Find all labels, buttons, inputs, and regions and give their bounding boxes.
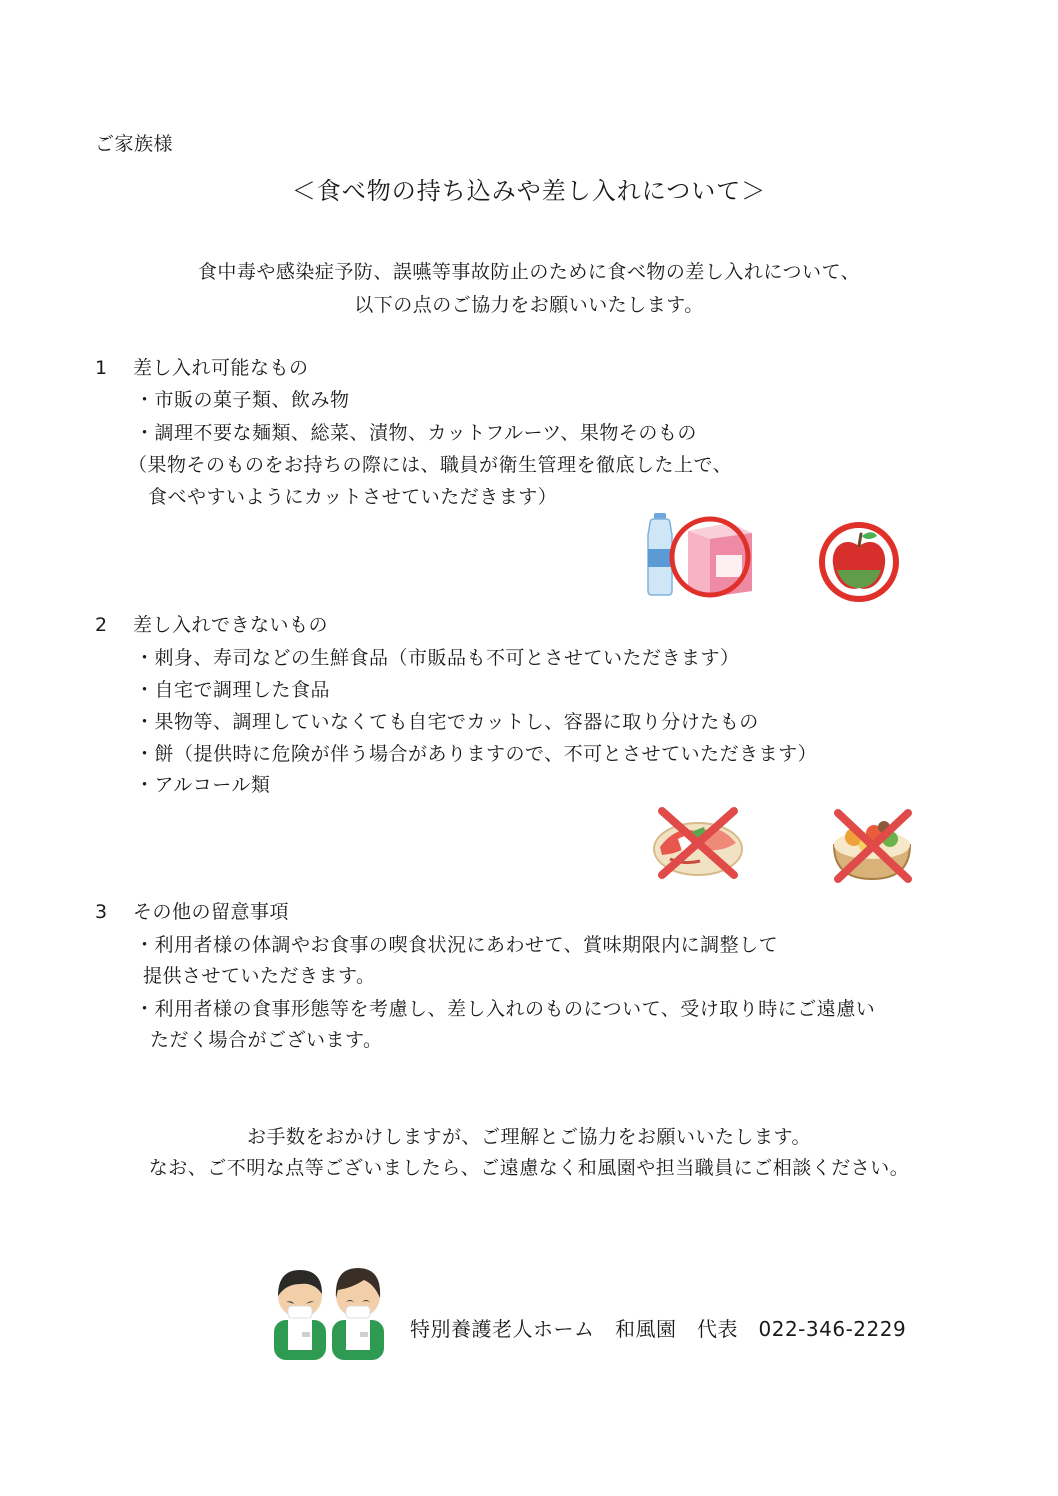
drinks-allowed-icon: [640, 505, 760, 600]
section-3-heading: その他の留意事項: [133, 901, 290, 923]
section-1-number: 1: [95, 357, 108, 379]
section-1-heading: 差し入れ可能なもの: [133, 357, 309, 379]
section-1-line-4: 食べやすいようにカットさせていただきます）: [148, 486, 558, 508]
section-3-line-3: ・利用者様の食事形態等を考慮し、差し入れのものについて、受け取り時にご遠慮い: [135, 998, 876, 1020]
section-2-line-4: ・餅（提供時に危険が伴う場合がありますので、不可とさせていただきます）: [135, 743, 818, 765]
sashimi-prohibited-icon: [648, 803, 748, 881]
bento-prohibited-icon: [826, 805, 918, 887]
closing-line-2: なお、ご不明な点等ございましたら、ご遠慮なく和風園や担当職員にご相談ください。: [148, 1157, 910, 1179]
apple-allowed-icon: [815, 518, 903, 606]
section-2-line-1: ・刺身、寿司などの生鮮食品（市販品も不可とさせていただきます）: [135, 647, 740, 669]
facility-contact: 特別養護老人ホーム 和風園 代表 022-346-2229: [410, 1317, 907, 1341]
section-2-number: 2: [95, 614, 108, 636]
section-1-line-2: ・調理不要な麺類、総菜、漬物、カットフルーツ、果物そのもの: [135, 422, 697, 444]
page-title: ＜食べ物の持ち込みや差し入れについて＞: [291, 177, 767, 205]
staff-illustration: [268, 1258, 390, 1362]
section-2-line-2: ・自宅で調理した食品: [135, 679, 331, 701]
intro-line-1: 食中毒や感染症予防、誤嚥等事故防止のために食べ物の差し入れについて、: [197, 261, 861, 283]
section-2-heading: 差し入れできないもの: [133, 614, 329, 636]
section-1-line-1: ・市販の菓子類、飲み物: [135, 389, 350, 411]
section-3-line-1: ・利用者様の体調やお食事の喫食状況にあわせて、賞味期限内に調整して: [135, 934, 779, 956]
section-2-line-5: ・アルコール類: [135, 774, 271, 796]
salutation: ご家族様: [95, 133, 174, 155]
section-1-line-3: （果物そのものをお持ちの際には、職員が衛生管理を徹底した上で、: [128, 454, 733, 476]
section-3-line-2: 提供させていただきます。: [143, 965, 376, 987]
section-3-number: 3: [95, 901, 108, 923]
intro-line-2: 以下の点のご協力をお願いいたします。: [354, 294, 704, 316]
section-3-line-4: ただく場合がございます。: [150, 1029, 383, 1051]
closing-line-1: お手数をおかけしますが、ご理解とご協力をお願いいたします。: [247, 1126, 811, 1148]
section-2-line-3: ・果物等、調理していなくても自宅でカットし、容器に取り分けたもの: [135, 711, 759, 733]
